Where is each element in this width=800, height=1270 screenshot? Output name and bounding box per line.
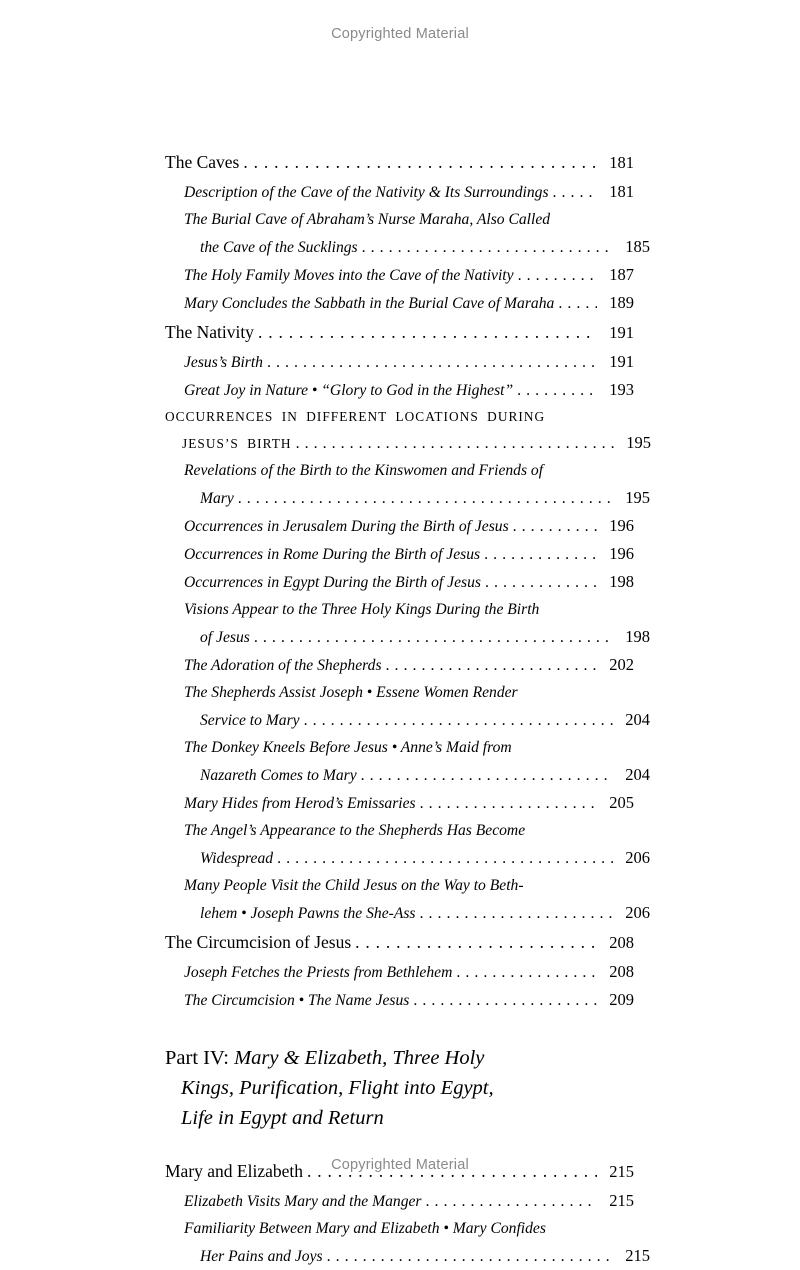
toc-entry-title: Great Joy in Nature • “Glory to God in the Highest”	[184, 382, 514, 399]
toc-entry-title: Widespread	[200, 850, 274, 867]
toc-page-number: 195	[625, 488, 650, 507]
toc-page-number: 185	[625, 237, 650, 256]
toc-entry-line	[184, 512, 634, 540]
toc-entry-line	[184, 596, 634, 623]
dot-leader	[517, 377, 597, 404]
dot-leader	[513, 513, 597, 540]
toc-entry-line	[184, 734, 634, 761]
toc-entry-line	[184, 986, 634, 1014]
toc-part-heading-line	[165, 1073, 634, 1103]
toc-entry-line	[184, 623, 650, 651]
toc-entry-title: JESUS’S BIRTH	[182, 436, 292, 451]
toc-entry-line	[184, 706, 650, 734]
toc-entry-section[interactable]	[165, 1187, 634, 1215]
dot-leader	[420, 790, 597, 817]
toc-page-number: 202	[609, 655, 634, 674]
toc-entry-title: the Cave of the Sucklings	[200, 239, 358, 256]
dot-leader	[327, 1243, 613, 1270]
toc-entry-line	[165, 147, 634, 178]
toc-page-number: 191	[609, 352, 634, 371]
toc-entry-line	[184, 484, 650, 512]
dot-leader	[484, 541, 597, 568]
dot-leader	[420, 900, 614, 927]
dot-leader	[558, 290, 597, 317]
dot-leader	[267, 349, 597, 376]
dot-leader	[456, 959, 597, 986]
toc-part-heading[interactable]	[165, 1043, 634, 1133]
toc-entry-section[interactable]	[165, 596, 650, 651]
dot-leader	[485, 569, 597, 596]
toc-page-number: 215	[625, 1246, 650, 1265]
dot-leader	[296, 431, 614, 457]
toc-entry-title: Familiarity Between Mary and Elizabeth • Mary Confides	[184, 1220, 546, 1237]
toc-page-number: 181	[609, 182, 634, 201]
toc-entry-chapter[interactable]	[165, 317, 634, 348]
toc-entry-line	[165, 317, 634, 348]
toc-entry-title: Mary	[200, 490, 234, 507]
toc-entry-title: The Circumcision • The Name Jesus	[184, 992, 410, 1009]
toc-entry-section[interactable]	[165, 289, 634, 317]
copyright-watermark-top: Copyrighted Material	[331, 26, 469, 42]
toc-entry-title: The Holy Family Moves into the Cave of the Nativity	[184, 267, 514, 284]
toc-entry-title: Elizabeth Visits Mary and the Manger	[184, 1193, 422, 1210]
toc-entry-line	[184, 1242, 650, 1270]
toc-entry-line	[184, 540, 634, 568]
toc-page-number: 187	[609, 265, 634, 284]
dot-leader	[355, 927, 597, 957]
toc-entry-title: The Nativity	[165, 322, 254, 342]
dot-leader	[426, 1188, 598, 1215]
toc-entry-line	[184, 289, 634, 317]
table-of-contents	[165, 147, 651, 1270]
toc-part-title: Kings, Purification, Flight into Egypt,	[181, 1077, 494, 1099]
toc-page-number: 198	[625, 627, 650, 646]
toc-part-title: Mary & Elizabeth, Three Holy	[234, 1047, 485, 1069]
toc-entry-line	[184, 233, 650, 261]
toc-entry-line	[184, 261, 634, 289]
toc-entry-line	[184, 348, 634, 376]
toc-part-title: Life in Egypt and Return	[181, 1107, 384, 1129]
dot-leader	[238, 485, 613, 512]
toc-part-heading-line	[165, 1103, 634, 1133]
toc-entry-title: Service to Mary	[200, 712, 300, 729]
dot-leader	[254, 624, 613, 651]
toc-page-number: 208	[609, 962, 634, 981]
dot-leader	[258, 317, 597, 347]
toc-entry-section[interactable]	[165, 958, 634, 986]
toc-entry-chapter[interactable]	[165, 927, 634, 958]
dot-leader	[361, 762, 613, 789]
toc-entry-title: The Shepherds Assist Joseph • Essene Women Render	[184, 684, 518, 701]
toc-entry-line	[184, 178, 634, 206]
toc-entry-title: Revelations of the Birth to the Kinswomen and Friends of	[184, 462, 544, 479]
toc-entry-smallcaps[interactable]	[165, 404, 651, 457]
toc-entry-title: Occurrences in Rome During the Birth of Jesus	[184, 546, 481, 563]
toc-entry-line	[165, 927, 634, 958]
toc-entry-section[interactable]	[165, 872, 650, 927]
toc-entry-line	[165, 404, 634, 430]
toc-entry-title: Mary and Elizabeth	[165, 1161, 304, 1181]
toc-entry-line	[184, 206, 634, 233]
toc-entry-title: lehem • Joseph Pawns the She-Ass	[200, 905, 416, 922]
toc-entry-chapter[interactable]	[165, 147, 634, 178]
toc-entry-title: Description of the Cave of the Nativity & Its Surroundings	[184, 184, 549, 201]
toc-page-number: 204	[625, 765, 650, 784]
toc-page-number: 209	[609, 990, 634, 1009]
toc-entry-line	[184, 761, 650, 789]
toc-page-number: 204	[625, 710, 650, 729]
toc-entry-title: The Angel’s Appearance to the Shepherds Has Become	[184, 822, 526, 839]
toc-entry-title: Nazareth Comes to Mary	[200, 767, 357, 784]
toc-entry-title: Occurrences in Jerusalem During the Birth of Jesus	[184, 518, 509, 535]
toc-entry-section[interactable]	[165, 178, 634, 206]
toc-page-number: 195	[626, 433, 651, 452]
dot-leader	[362, 234, 613, 261]
dot-leader	[413, 987, 597, 1014]
toc-page-number: 206	[625, 903, 650, 922]
toc-entry-title: Mary Hides from Herod’s Emissaries	[184, 795, 416, 812]
toc-page-number: 181	[609, 153, 634, 172]
toc-entry-section[interactable]	[165, 651, 634, 679]
toc-entry-line	[184, 651, 634, 679]
toc-entry-section[interactable]	[165, 568, 634, 596]
toc-entry-title: Joseph Fetches the Priests from Bethlehem	[184, 964, 453, 981]
toc-entry-section[interactable]	[165, 261, 634, 289]
toc-entry-line	[165, 430, 651, 457]
toc-entry-line	[184, 899, 650, 927]
copyright-watermark-bottom: Copyrighted Material	[331, 1157, 469, 1173]
toc-entry-section[interactable]	[165, 206, 650, 261]
dot-leader	[386, 652, 597, 679]
toc-entry-title: The Adoration of the Shepherds	[184, 657, 382, 674]
toc-entry-line	[184, 872, 634, 899]
toc-entry-line	[184, 817, 634, 844]
toc-page-number: 196	[609, 516, 634, 535]
toc-entry-section[interactable]	[165, 348, 634, 376]
dot-leader	[243, 147, 597, 177]
toc-entry-line	[184, 1187, 634, 1215]
toc-page-number: 196	[609, 544, 634, 563]
toc-entry-title: Visions Appear to the Three Holy Kings During the Birth	[184, 601, 540, 618]
toc-entry-section[interactable]	[165, 376, 634, 404]
toc-entry-title: Mary Concludes the Sabbath in the Burial Cave of Maraha	[184, 295, 555, 312]
toc-part-label: Part IV:	[165, 1047, 235, 1069]
toc-entry-section[interactable]	[165, 789, 634, 817]
toc-entry-line	[184, 958, 634, 986]
toc-page-number: 215	[609, 1162, 634, 1181]
toc-page-number: 198	[609, 572, 634, 591]
toc-entry-section[interactable]	[165, 817, 650, 872]
toc-page-number: 191	[609, 323, 634, 342]
toc-entry-section[interactable]	[165, 1215, 650, 1270]
toc-entry-section[interactable]	[165, 457, 650, 512]
toc-page-number: 189	[609, 293, 634, 312]
dot-leader	[304, 707, 613, 734]
toc-entry-section[interactable]	[165, 986, 634, 1014]
toc-entry-line	[184, 376, 634, 404]
toc-page-number: 193	[609, 380, 634, 399]
toc-page-number: 205	[609, 793, 634, 812]
toc-entry-line	[184, 1215, 634, 1242]
toc-entry-title: Many People Visit the Child Jesus on the Way to Beth-	[184, 877, 524, 894]
toc-entry-section[interactable]	[165, 540, 634, 568]
toc-entry-title: The Circumcision of Jesus	[165, 932, 352, 952]
toc-entry-line	[184, 844, 650, 872]
toc-page-number: 208	[609, 933, 634, 952]
toc-entry-title: Her Pains and Joys	[200, 1248, 323, 1265]
toc-entry-title: Occurrences in Egypt During the Birth of Jesus	[184, 574, 481, 591]
toc-entry-line	[184, 679, 634, 706]
toc-entry-title: of Jesus	[200, 629, 250, 646]
toc-entry-section[interactable]	[165, 679, 650, 734]
toc-entry-line	[184, 789, 634, 817]
dot-leader	[518, 262, 597, 289]
toc-entry-title: OCCURRENCES IN DIFFERENT LOCATIONS DURING	[165, 409, 546, 424]
toc-entry-title: The Caves	[165, 152, 240, 172]
toc-entry-title: The Burial Cave of Abraham’s Nurse Maraha, Also Called	[184, 211, 551, 228]
toc-entry-line	[184, 568, 634, 596]
toc-entry-line	[184, 457, 634, 484]
toc-entry-title: The Donkey Kneels Before Jesus • Anne’s Maid from	[184, 739, 512, 756]
toc-entry-section[interactable]	[165, 734, 650, 789]
toc-entry-title: Jesus’s Birth	[184, 354, 263, 371]
toc-entry-section[interactable]	[165, 512, 634, 540]
toc-page-number: 206	[625, 848, 650, 867]
dot-leader	[277, 845, 613, 872]
toc-page-number: 215	[609, 1191, 634, 1210]
toc-part-heading-line	[165, 1043, 634, 1073]
dot-leader	[553, 179, 597, 206]
